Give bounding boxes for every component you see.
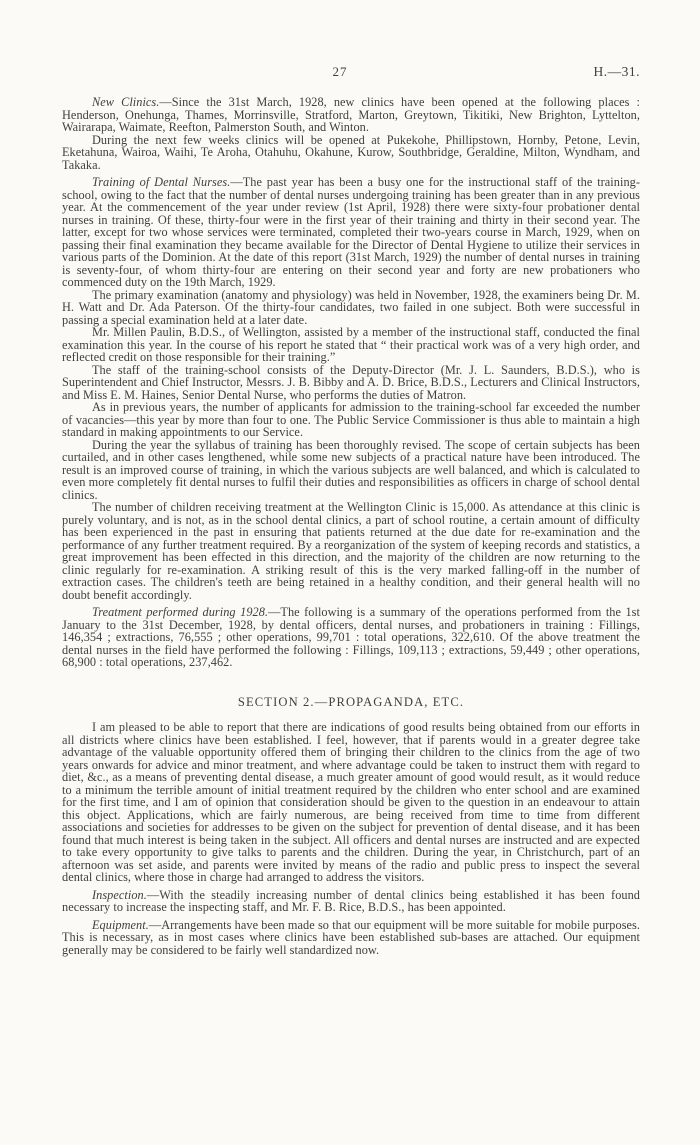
section-2-heading: SECTION 2.—PROPAGANDA, ETC. — [237, 694, 465, 709]
page-header — [62, 64, 640, 81]
paragraph-text: As in previous years, the number of applicants for admission to the training-school far exceeded the number of vacancies—this year by more than four to one. The Public Service Commissioner is thus able to maintain a high standard in making appointments to our Service. — [62, 400, 640, 439]
paragraph-text: The primary examination (anatomy and physiology) was held in November, 1928, the examiners being Dr. M. H. Watt and Dr. Ada Paterson. Of the thirty-four candidates, two failed in one subject. Both were successful in passing a special examination held at a later date. — [62, 287, 640, 327]
paragraph-lead-new-clinics: New Clinics. — [92, 95, 160, 109]
paragraph-text: During the next few weeks clinics will be opened at Pukekohe, Phillipstown, Hornby, Petone, Levin, Eketahuna, Wairoa, Waihi, Te Aroha, Otahuhu, Okahune, Kurow, Southbridge, Geraldine, Milton, Wyndham, and Takaka. — [62, 132, 640, 172]
paragraph-text: —With the steadily increasing number of dental clinics being established it has been found necessary to increase the inspecting staff, and Mr. F. B. Rice, B.D.S., has been appointed. — [62, 887, 640, 914]
paragraph-lead-equipment: Equipment. — [92, 917, 149, 932]
paragraph-text: —Since the 31st March, 1928, new clinics have been opened at the following places : Henderson, Onehunga, Thames, Morrinsville, Stratford, Marton, Greytown, Tikitiki, New Brighton, Lyttelton, Wairarapa, Waimate, Reefton, Palmerston South, and Winton. — [62, 95, 640, 134]
paragraph-text: —The past year has been a busy one for the instructional staff of the training-school, owing to the fact that the number of dental nurses undergoing training has been greater than in any previous year. At the commencement of the year under review (1st April, 1928) there were sixty-four probationer dental nurses in training. Of these, thirty-four were in the first year of their training and thirty in their second year. The latter, except for two whose services were terminated, completed their two-years course in March, 1929, when on passing their final examination they became available for the Director of Dental Hygiene to utilize their services in various parts of the Dominion. At the date of this report (31st March, 1929) the number of dental nurses in training is seventy-four, of whom thirty-four are entering on their second year and forty are new probationers who commenced duty on the 19th March, 1929. — [62, 175, 640, 289]
paragraph-text: The number of children receiving treatment at the Wellington Clinic is 15,000. As attendance at this clinic is purely voluntary, and is not, as in the school dental clinics, a part of school routine, a certain amount of difficulty has been experienced in the past in ensuring that patients returned at the due date for re-examination and the performance of any further treatment required. By a reorganization of the system of keeping records and statistics, a great improvement has been effected in this direction, and the majority of the children are now returning to the clinic regularly for re-examination. A striking result of this is the very marked falling-off in the number of extraction cases. The children's teeth are being retained in a healthy condition, and their general health will no doubt benefit accordingly. — [62, 500, 640, 602]
paragraph-treatment-1928 — [62, 606, 640, 669]
paragraph-upcoming-clinics — [62, 134, 640, 172]
paragraph-syllabus-revision — [62, 439, 640, 502]
paragraph-inspection — [62, 889, 640, 914]
paragraph-final-examination — [62, 326, 640, 364]
paragraph-lead-treatment: Treatment performed during 1928. — [92, 605, 269, 619]
paragraph-admission-applicants — [62, 401, 640, 439]
paragraph-text: —Arrangements have been made so that our equipment will be more suitable for mobile purposes. This is necessary, as in most cases where clinics have been established sub-bases are attached. Our equipment generally may be considered to be fairly well standardized now. — [62, 917, 640, 957]
paragraph-text: During the year the syllabus of training has been thoroughly revised. The scope of certain subjects has been curtailed, and in other cases lengthened, while some new subjects of a practical nature have been introduced. The result is an improved course of training, in which the various subjects are well balanced, and which is calculated to even more completely fit dental nurses to fulfil their duties and responsibilities as officers in charge of school dental clinics. — [62, 437, 640, 502]
paragraph-wellington-clinic — [62, 501, 640, 601]
paragraph-training-school-staff — [62, 364, 640, 402]
page-number: 27 — [332, 64, 348, 79]
paragraph-primary-examination — [62, 289, 640, 327]
paragraph-text: —The following is a summary of the operations performed from the 1st January to the 31st December, 1928, by dental officers, dental nurses, and probationers in training : Fillings, 146,354 ; extractions, 76,555 ; other operations, 99,701 : total operations, 322,610. Of the above treatment the dental nurses in the field have performed the following : Fillings, 109,113 ; extractions, 59,449 ; other operations, 68,900 : total operations, 237,462. — [62, 605, 640, 669]
paragraph-lead-inspection: Inspection. — [92, 887, 147, 902]
document-reference: H.—31. — [593, 64, 640, 79]
paragraph-training-of-dental-nurses — [62, 176, 640, 289]
paragraph-text: Mr. Millen Paulin, B.D.S., of Wellington, assisted by a member of the instructional staff, conducted the final examination this year. In the course of his report he stated that “ their practical work was of a very high order, and reflected credit on those responsible for their training.” — [62, 325, 640, 364]
paragraph-propaganda-results — [62, 721, 640, 884]
paragraph-equipment — [62, 919, 640, 957]
paragraph-text: I am pleased to be able to report that there are indications of good results being obtained from our efforts in all districts where clinics have been established. I feel, however, that if parents would in a greater degree take advantage of the valuable opportunity offered them of bringing their children to the clinics from the age of two years onwards for advice and minor treatment, and where advantage could be taken to instruct them with regard to diet, &c., as a means of preventing dental disease, a much greater amount of good would result, as it would reduce to a minimum the terrible amount of initial treatment required by the children who enter school and are examined for the first time, and I am of opinion that consideration should be given to the question in an endeavour to attain this object. Applications, which are fairly numerous, are being received from time to time from different associations and societies for addresses to be given on the subject for prevention of dental disease, and it has been found that much interest is being taken in the subject. All officers and dental nurses are instructed and are expected to take every opportunity to give talks to parents and the children. During the year, in Christchurch, part of an afternoon was set aside, and parents were invited by means of the radio and public press to inspect the several dental clinics, where those in charge had arranged to address the visitors. — [62, 720, 640, 884]
paragraph-new-clinics — [62, 96, 640, 134]
paragraph-text: The staff of the training-school consists of the Deputy-Director (Mr. J. L. Saunders, B.D.S.), who is Superintendent and Chief Instructor, Messrs. J. B. Bibby and A. D. Brice, B.D.S., Lecturers and Clinical Instructors, and Miss E. M. Haines, Senior Dental Nurse, who performs the duties of Matron. — [62, 362, 640, 402]
document-body — [62, 96, 640, 956]
paragraph-lead-training: Training of Dental Nurses. — [92, 175, 231, 189]
